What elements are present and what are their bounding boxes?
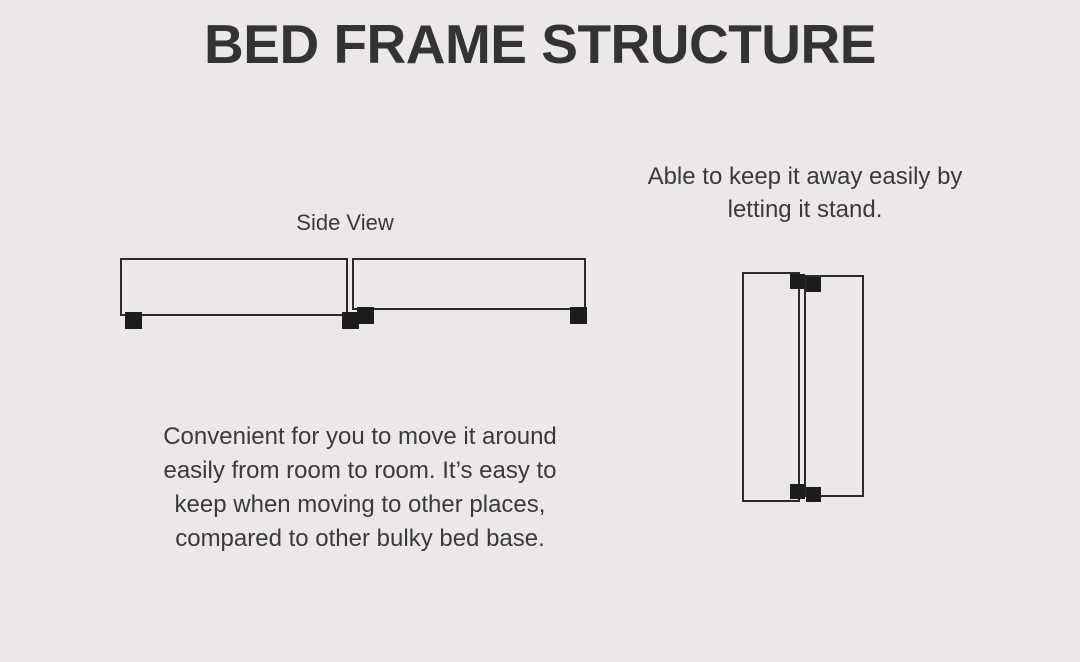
side-view-diagram <box>120 258 595 333</box>
standing-view-panel-right <box>804 275 864 497</box>
standing-view-foot-top-right <box>806 277 821 292</box>
standing-view-caption: Able to keep it away easily by letting it stand. <box>647 163 963 223</box>
side-view-foot-left-outer <box>125 312 142 329</box>
standing-view-panel-left <box>742 272 800 502</box>
side-view-label: Side View <box>296 210 394 235</box>
standing-view-foot-bottom-left <box>790 484 805 499</box>
side-view-panel-right <box>352 258 586 310</box>
page-title: BED FRAME STRUCTURE <box>204 13 876 75</box>
side-view-foot-right-inner <box>357 307 374 324</box>
standing-view-foot-bottom-right <box>806 487 821 502</box>
standing-view-foot-top-left <box>790 274 805 289</box>
side-view-foot-right-outer <box>570 307 587 324</box>
side-view-panel-left <box>120 258 348 316</box>
side-view-caption: Convenient for you to move it around easily from room to room. It’s easy to keep when moving to other places, compared to other bulky bed base. <box>163 423 557 552</box>
standing-view-diagram <box>742 272 872 507</box>
